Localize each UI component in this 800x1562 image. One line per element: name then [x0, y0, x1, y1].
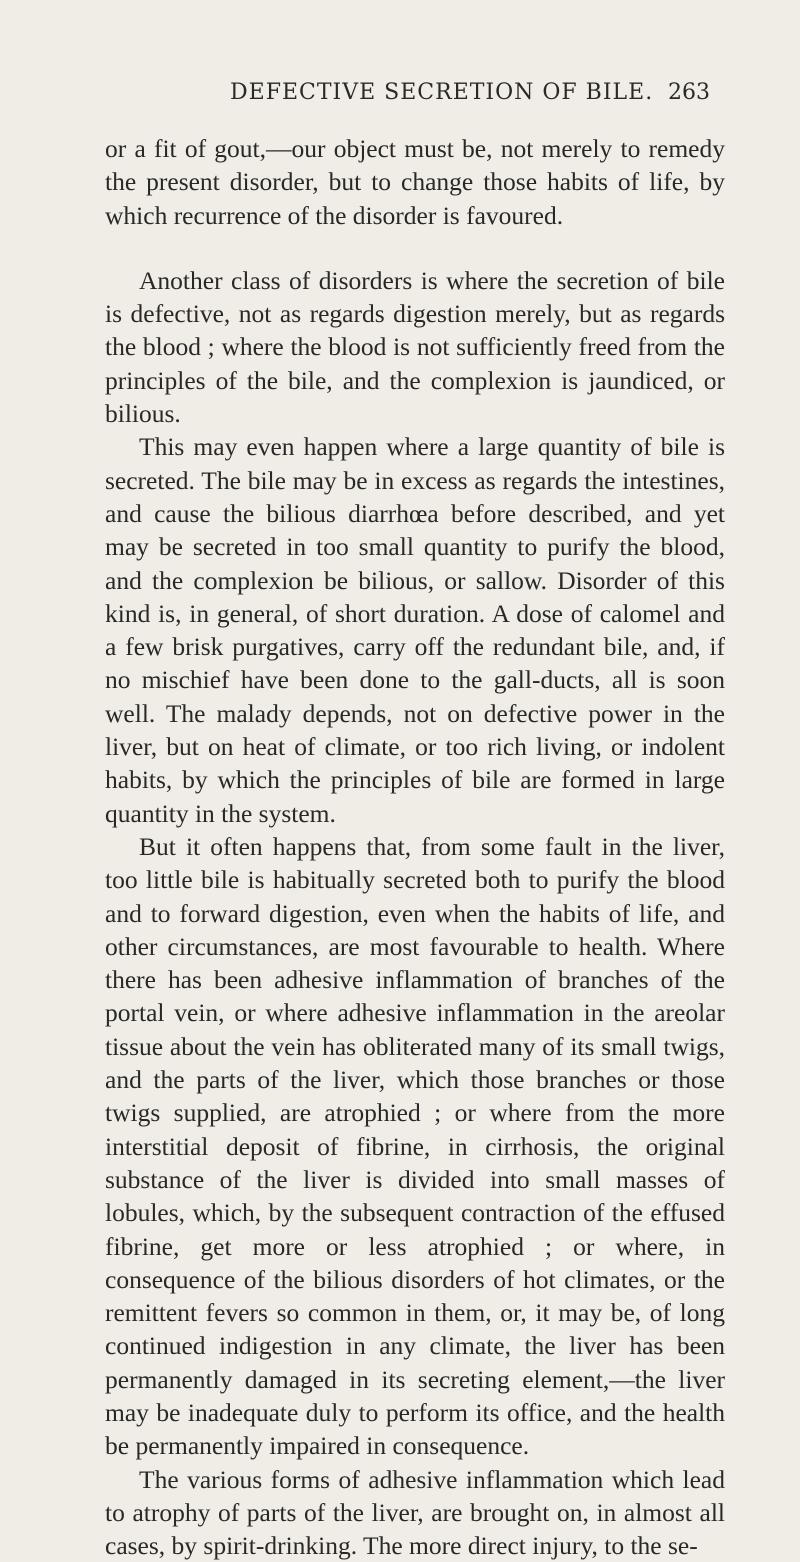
paragraph: This may even happen where a large quantity of bile is secreted. The bile may be in excess as regards the intestines, and cause the bilious diarrhœa before described, and yet may be secreted in too small quantity to purify the blood, and the complexion be bilious, or sallow. Disorder of this kind is, in general, of short duration. A dose of calomel and a few brisk purgatives, carry off the redundant bile, and, if no mischief have been done to the gall-ducts, all is soon well. The malady depends, not on defective power in the liver, but on heat of climate, or too rich living, or indolent habits, by which the principles of bile are formed in large quantity in the system.: [105, 432, 725, 828]
paragraph-continued: or a fit of gout,—our object must be, not merely to remedy the present disorder, but to change those habits of life, by which recurrence of the disorder is favoured.: [105, 134, 725, 230]
running-title: DEFECTIVE SECRETION OF BILE.: [230, 80, 654, 105]
body-text: [105, 132, 725, 1562]
page-header: [230, 80, 710, 116]
page-number: 263: [668, 80, 710, 105]
paragraph: The various forms of adhesive inflammation which lead to atrophy of parts of the liver, are brought on, in almost all cases, by spirit-drinking. The more direct injury, to the se-: [105, 1464, 725, 1561]
paragraph: Another class of disorders is where the secretion of bile is defective, not as regards digestion merely, but as regards the blood ; where the blood is not sufficiently freed from the principles of the bile, and the complexion is jaundiced, or bilious.: [105, 265, 725, 429]
paragraph: But it often happens that, from some fault in the liver, too little bile is habitually secreted both to purify the blood and to forward digestion, even when the habits of life, and other circumstances, are most favourable to health. Where there has been adhesive inflammation of branches of the portal vein, or where adhesive inflammation in the areolar tissue about the vein has obliterated many of its small twigs, and the parts of the liver, which those branches or those twigs supplied, are atrophied ; or where from the more interstitial deposit of fibrine, in cirrhosis, the original substance of the liver is divided into small masses of lobules, which, by the subsequent contraction of the effused fibrine, get more or less atrophied ; or where, in consequence of the bilious disorders of hot climates, or the remittent fevers so common in them, or, it may be, of long continued indigestion in any climate, the liver has been permanently damaged in its secreting element,—the liver may be inadequate duly to perform its office, and the health be permanently impaired in consequence.: [105, 831, 725, 1461]
